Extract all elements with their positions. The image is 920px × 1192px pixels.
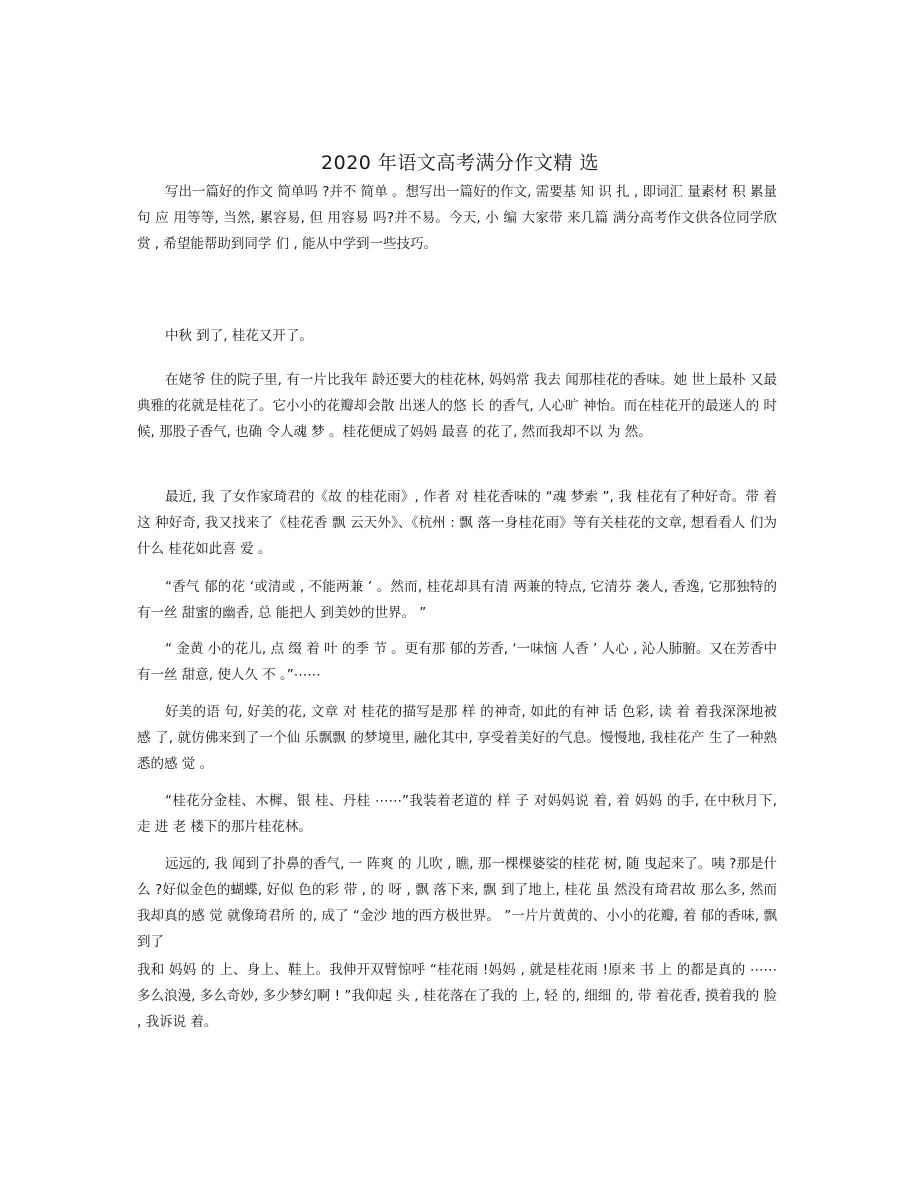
document-title: 2020 年语文高考满分作文精 选 [321, 152, 599, 174]
paragraph: 好美的语 句, 好美的花, 文章 对 桂花的描写是那 样 的神奇, 如此的有神 话 色彩, 读 着 着我深深地被感 了, 就仿佛来到了一个仙 乐飘飘 的梦境里, 融化其中, 享受着美好的气息。慢慢地, 我桂花产 生了一种熟悉的感 觉 。 [137, 704, 777, 772]
paragraph: 我和 妈妈 的 上、身上、鞋上。我伸开双臂惊呼 “桂花雨 !妈妈 , 就是桂花雨 !原来 书 上 的都是真的 ⋯⋯多么浪漫, 多么奇妙, 多少梦幻啊 ! ”我仰起 头 , 桂花落在了我的 上, 轻 的, 细细 的, 带 着花香, 摸着我的 脸 , 我诉说 着。 [137, 962, 777, 1030]
paragraph: “ 金黄 小的花儿, 点 缀 着 叶 的季 节 。更有那 郁的芳香, ‘一味恼 人香 ’ 人心 , 沁人肺腑。又在芳香中 有一丝 甜意, 使人久 不 。”⋯⋯ [137, 641, 777, 683]
intro-paragraph: 写出一篇好的作文 简单吗 ?并不 简单 。想写出一篇好的作文, 需要基 知 识 扎 , 即词汇 量素材 积 累量 句 应 用等等, 当然, 累容易, 但 用容易 吗?并不易。今天, 小 编 大家带 来几篇 满分高考作文供各位同学欣 赏 , 希望能帮助到同学 们 , 能从中学到一些技巧。 [137, 184, 777, 252]
paragraph: “香气 郁的花 ‘或清或 , 不能两兼 ’ 。然而, 桂花却具有清 两兼的特点, 它清芬 袭人, 香逸, 它那独特的 有一丝 甜蜜的幽香, 总 能把人 到美妙的世界。 ” [137, 579, 777, 621]
paragraph: “桂花分金桂、木樨、银 桂、丹桂 ⋯⋯”我装着老道的 样 子 对妈妈说 着, 着 妈妈 的手, 在中秋月下, 走 进 老 楼下的那片桂花林。 [137, 793, 777, 835]
paragraph: 在姥爷 住的院子里, 有一片比我年 龄还要大的桂花林, 妈妈常 我去 闻那桂花的香味。她 世上最朴 又最典雅的花就是桂花了。它小小的花瓣却会散 出迷人的悠 长 的香气, 人心旷 神怡。而在桂花开的最迷人的 时 候, 那股子香气, 也确 令人魂 梦 。桂花便成了妈妈 最喜 的花了, 然而我却不以 为 然。 [137, 372, 777, 440]
paragraph: 远远的, 我 闻到了扑鼻的香气, 一 阵爽 的 儿吹 , 瞧, 那一棵棵婆娑的桂花 树, 随 曳起来了。咦 ?那是什么 ?好似金色的蝴蝶, 好似 色的彩 带 , 的 呀 , 飘 落下来, 飘 到了地上, 桂花 虽 然没有琦君故 那么多, 然而我却真的感 觉 就像琦君所 的, 成了 “金沙 地的西方极世界。 ”一片片黄黄的、小小的花瓣, 着 郁的香味, 飘 到了 [137, 856, 777, 950]
paragraph: 中秋 到了, 桂花又开了。 [165, 328, 313, 344]
paragraph: 最近, 我 了女作家琦君的《故 的桂花雨》, 作者 对 桂花香味的 “魂 梦索 ”, 我 桂花有了种好奇。带 着这 种好奇, 我又找来了《桂花香 飘 云天外》、《杭州 : 飘 落一身桂花雨》等有关桂花的文章, 想看看人 们为 什么 桂花如此喜 爱 。 [137, 489, 777, 557]
